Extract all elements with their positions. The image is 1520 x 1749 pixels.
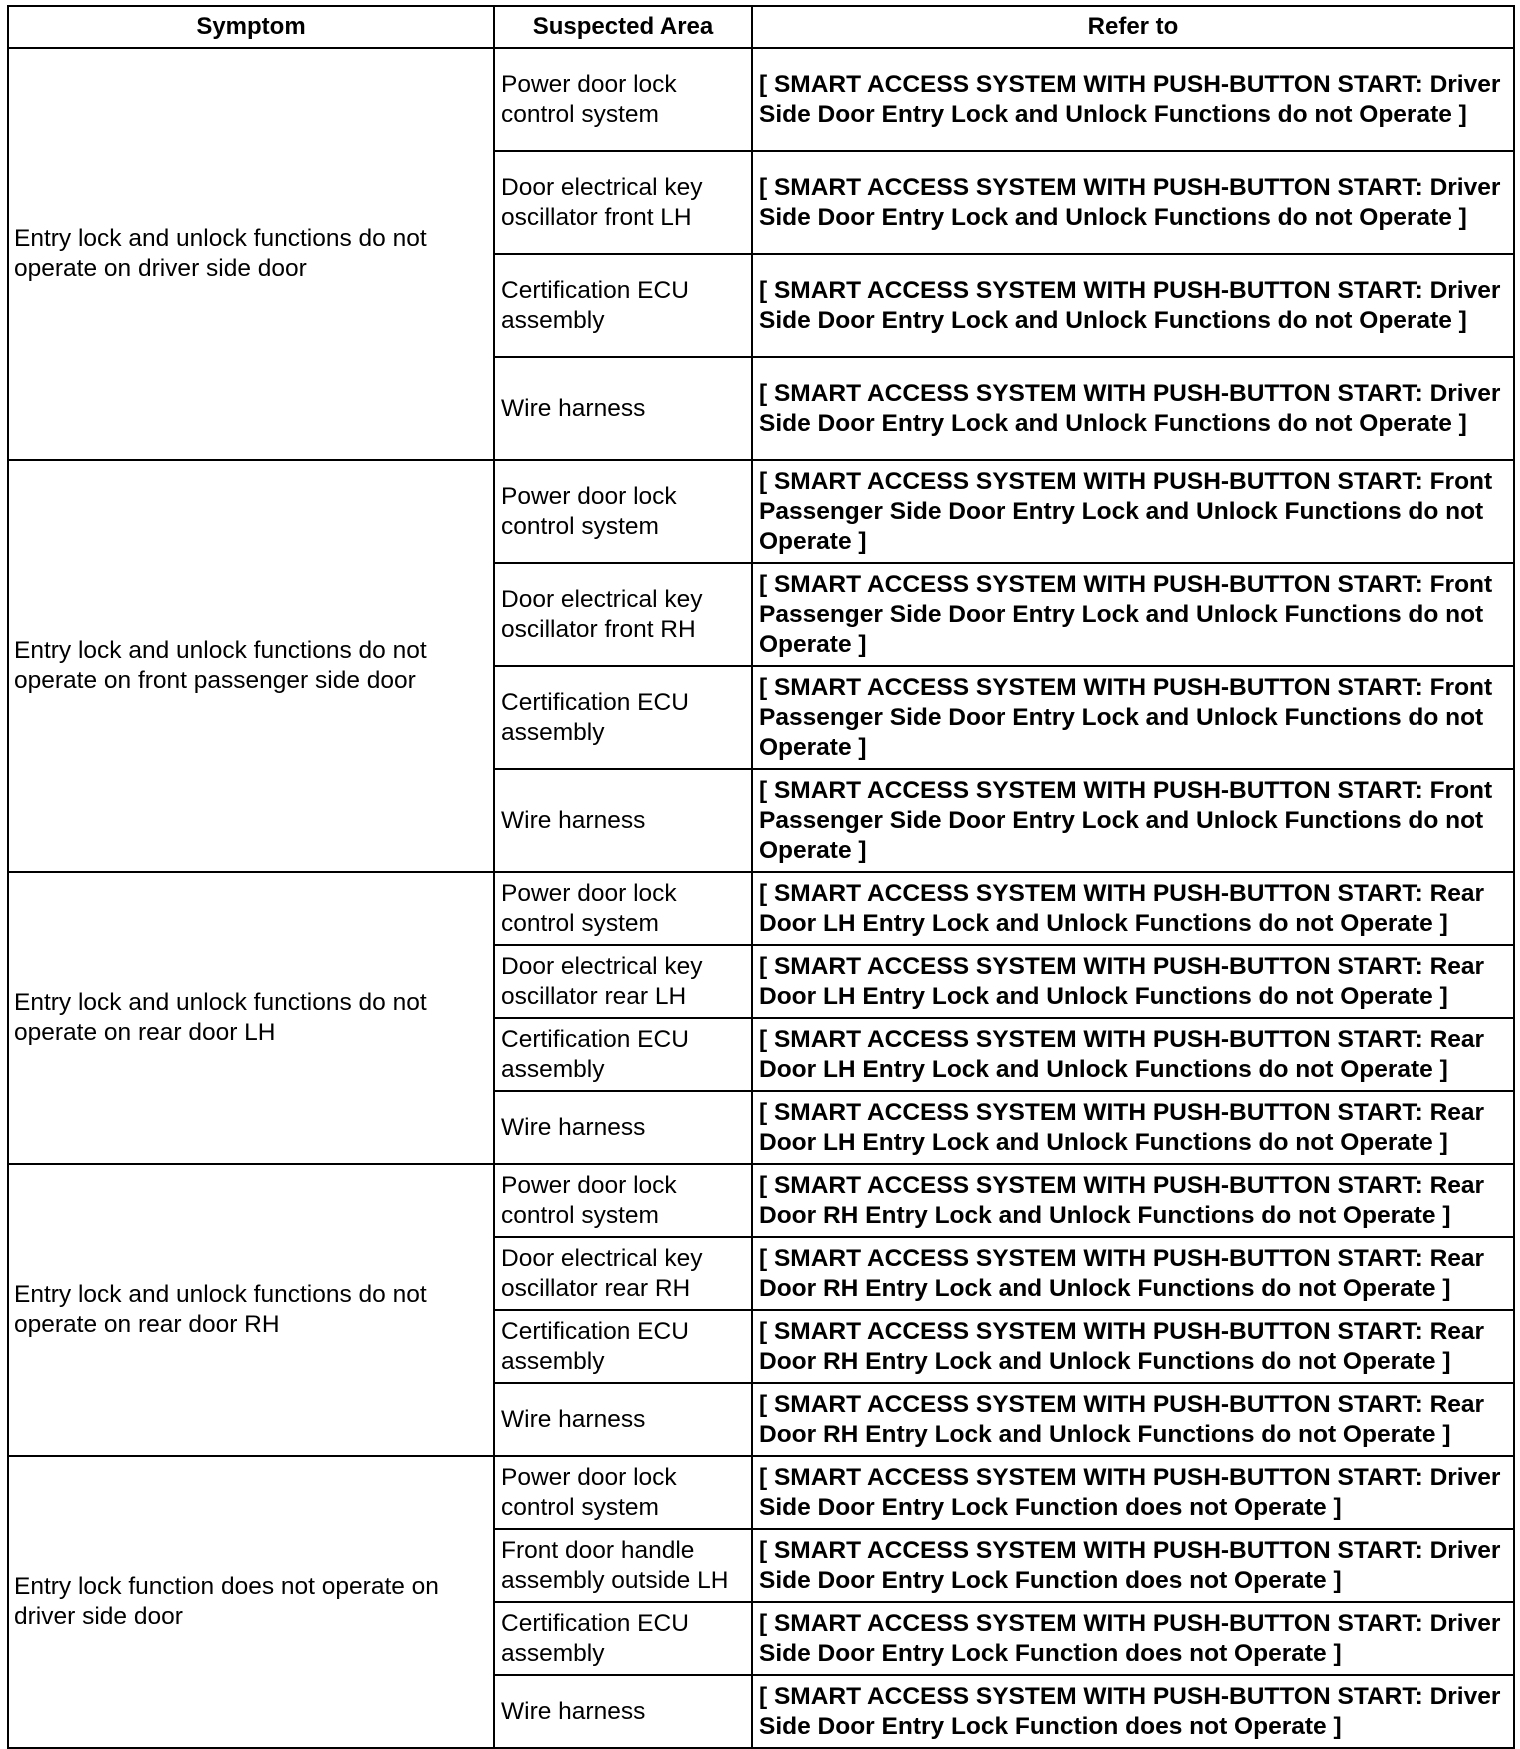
refer-to-link[interactable]: [ SMART ACCESS SYSTEM WITH PUSH-BUTTON START: Driver Side Door Entry Lock Function does not Operate ] — [752, 1456, 1514, 1529]
suspected-area-cell: Certification ECU assembly — [494, 1310, 752, 1383]
refer-to-link[interactable]: [ SMART ACCESS SYSTEM WITH PUSH-BUTTON START: Driver Side Door Entry Lock Function does not Operate ] — [752, 1529, 1514, 1602]
refer-to-link[interactable]: [ SMART ACCESS SYSTEM WITH PUSH-BUTTON START: Driver Side Door Entry Lock Function does not Operate ] — [752, 1675, 1514, 1748]
refer-to-link[interactable]: [ SMART ACCESS SYSTEM WITH PUSH-BUTTON START: Driver Side Door Entry Lock and Unlock Functions do not Operate ] — [752, 357, 1514, 460]
header-refer-to: Refer to — [752, 6, 1514, 48]
suspected-area-cell: Power door lock control system — [494, 1164, 752, 1237]
suspected-area-cell: Power door lock control system — [494, 460, 752, 563]
suspected-area-cell: Certification ECU assembly — [494, 1018, 752, 1091]
refer-to-link[interactable]: [ SMART ACCESS SYSTEM WITH PUSH-BUTTON START: Rear Door LH Entry Lock and Unlock Functions do not Operate ] — [752, 1018, 1514, 1091]
suspected-area-cell: Wire harness — [494, 1091, 752, 1164]
symptom-cell: Entry lock function does not operate on driver side door — [8, 1456, 494, 1748]
suspected-area-cell: Certification ECU assembly — [494, 1602, 752, 1675]
suspected-area-cell: Door electrical key oscillator front LH — [494, 151, 752, 254]
suspected-area-cell: Front door handle assembly outside LH — [494, 1529, 752, 1602]
suspected-area-cell: Wire harness — [494, 769, 752, 872]
suspected-area-cell: Certification ECU assembly — [494, 254, 752, 357]
table-row — [8, 48, 1514, 151]
refer-to-link[interactable]: [ SMART ACCESS SYSTEM WITH PUSH-BUTTON START: Front Passenger Side Door Entry Lock and Unlock Functions do not Operate ] — [752, 769, 1514, 872]
refer-to-link[interactable]: [ SMART ACCESS SYSTEM WITH PUSH-BUTTON START: Rear Door LH Entry Lock and Unlock Functions do not Operate ] — [752, 945, 1514, 1018]
suspected-area-cell: Door electrical key oscillator rear LH — [494, 945, 752, 1018]
refer-to-link[interactable]: [ SMART ACCESS SYSTEM WITH PUSH-BUTTON START: Rear Door RH Entry Lock and Unlock Functions do not Operate ] — [752, 1164, 1514, 1237]
suspected-area-cell: Wire harness — [494, 1675, 752, 1748]
refer-to-link[interactable]: [ SMART ACCESS SYSTEM WITH PUSH-BUTTON START: Rear Door LH Entry Lock and Unlock Functions do not Operate ] — [752, 1091, 1514, 1164]
suspected-area-cell: Door electrical key oscillator rear RH — [494, 1237, 752, 1310]
refer-to-link[interactable]: [ SMART ACCESS SYSTEM WITH PUSH-BUTTON START: Front Passenger Side Door Entry Lock and Unlock Functions do not Operate ] — [752, 460, 1514, 563]
refer-to-link[interactable]: [ SMART ACCESS SYSTEM WITH PUSH-BUTTON START: Driver Side Door Entry Lock Function does not Operate ] — [752, 1602, 1514, 1675]
refer-to-link[interactable]: [ SMART ACCESS SYSTEM WITH PUSH-BUTTON START: Front Passenger Side Door Entry Lock and Unlock Functions do not Operate ] — [752, 563, 1514, 666]
refer-to-link[interactable]: [ SMART ACCESS SYSTEM WITH PUSH-BUTTON START: Rear Door LH Entry Lock and Unlock Functions do not Operate ] — [752, 872, 1514, 945]
suspected-area-cell: Certification ECU assembly — [494, 666, 752, 769]
table-row — [8, 1164, 1514, 1237]
symptom-cell: Entry lock and unlock functions do not operate on driver side door — [8, 48, 494, 460]
refer-to-link[interactable]: [ SMART ACCESS SYSTEM WITH PUSH-BUTTON START: Front Passenger Side Door Entry Lock and Unlock Functions do not Operate ] — [752, 666, 1514, 769]
header-symptom: Symptom — [8, 6, 494, 48]
refer-to-link[interactable]: [ SMART ACCESS SYSTEM WITH PUSH-BUTTON START: Rear Door RH Entry Lock and Unlock Functions do not Operate ] — [752, 1237, 1514, 1310]
header-suspected-area: Suspected Area — [494, 6, 752, 48]
suspected-area-cell: Power door lock control system — [494, 48, 752, 151]
symptom-cell: Entry lock and unlock functions do not operate on rear door LH — [8, 872, 494, 1164]
symptom-cell: Entry lock and unlock functions do not operate on rear door RH — [8, 1164, 494, 1456]
suspected-area-cell: Door electrical key oscillator front RH — [494, 563, 752, 666]
troubleshooting-table-container — [7, 5, 1513, 1749]
refer-to-link[interactable]: [ SMART ACCESS SYSTEM WITH PUSH-BUTTON START: Rear Door RH Entry Lock and Unlock Functions do not Operate ] — [752, 1310, 1514, 1383]
refer-to-link[interactable]: [ SMART ACCESS SYSTEM WITH PUSH-BUTTON START: Rear Door RH Entry Lock and Unlock Functions do not Operate ] — [752, 1383, 1514, 1456]
suspected-area-cell: Wire harness — [494, 1383, 752, 1456]
problem-symptoms-table — [7, 5, 1515, 1749]
table-row — [8, 872, 1514, 945]
table-row — [8, 1456, 1514, 1529]
suspected-area-cell: Power door lock control system — [494, 872, 752, 945]
suspected-area-cell: Wire harness — [494, 357, 752, 460]
refer-to-link[interactable]: [ SMART ACCESS SYSTEM WITH PUSH-BUTTON START: Driver Side Door Entry Lock and Unlock Functions do not Operate ] — [752, 254, 1514, 357]
suspected-area-cell: Power door lock control system — [494, 1456, 752, 1529]
table-row — [8, 460, 1514, 563]
refer-to-link[interactable]: [ SMART ACCESS SYSTEM WITH PUSH-BUTTON START: Driver Side Door Entry Lock and Unlock Functions do not Operate ] — [752, 48, 1514, 151]
refer-to-link[interactable]: [ SMART ACCESS SYSTEM WITH PUSH-BUTTON START: Driver Side Door Entry Lock and Unlock Functions do not Operate ] — [752, 151, 1514, 254]
table-header-row — [8, 6, 1514, 48]
symptom-cell: Entry lock and unlock functions do not operate on front passenger side door — [8, 460, 494, 872]
